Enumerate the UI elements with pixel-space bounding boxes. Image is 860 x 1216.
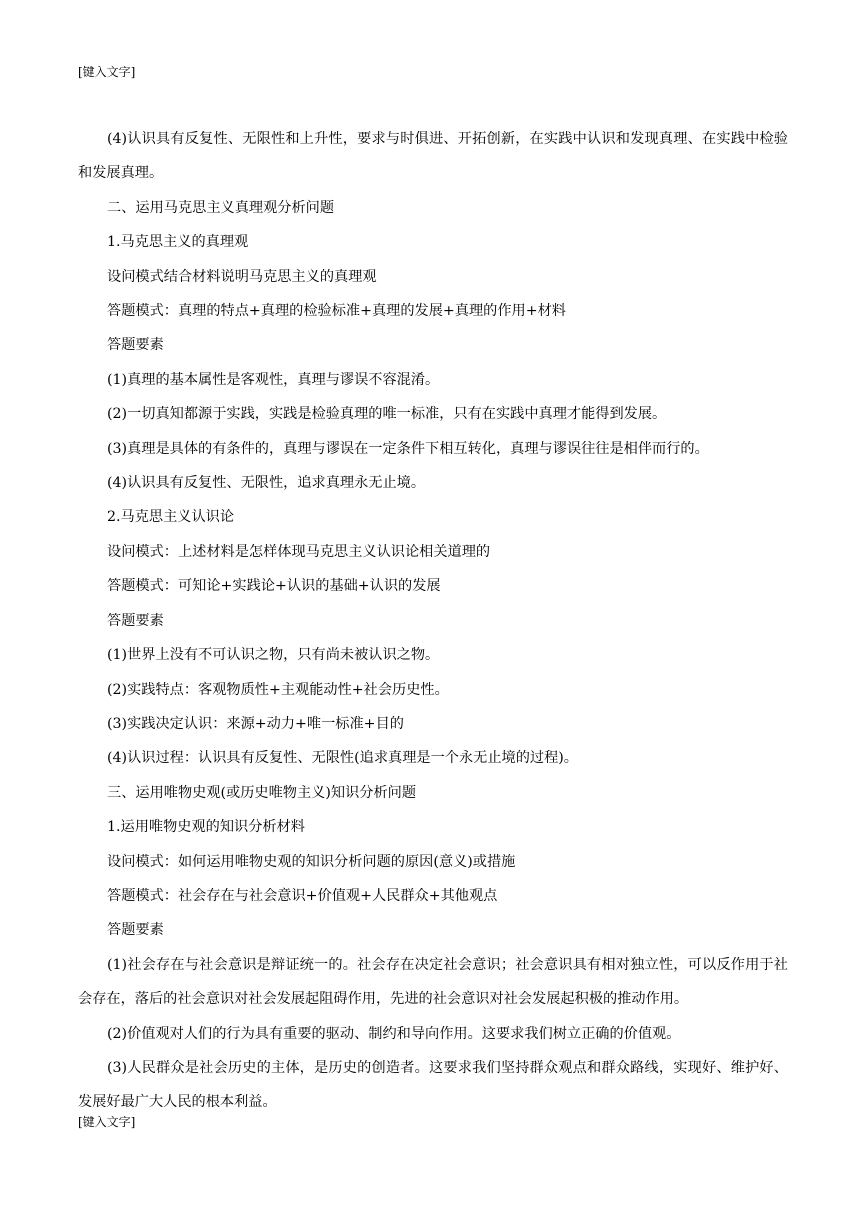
answer-elements-label: 答题要素 xyxy=(107,337,164,354)
answer-elements-label: 答题要素 xyxy=(107,612,164,629)
answer-element: (1)社会存在与社会意识是辩证统一的。社会存在决定社会意识；社会意识具有相对独立性，可以反作用于社会存在，落后的社会意识对社会发展起阻碍作用，先进的社会意识对社会发展起积极的推动作用。 xyxy=(78,956,788,1008)
question-pattern: 设问模式结合材料说明马克思主义的真理观 xyxy=(107,268,377,285)
subheading-marxist-epistemology: 2.马克思主义认识论 xyxy=(107,509,235,526)
answer-element: (3)人民群众是社会历史的主体，是历史的创造者。这要求我们坚持群众观点和群众路线，实现好、维护好、发展好最广大人民的根本利益。 xyxy=(78,1059,788,1111)
page-footer-placeholder: [键入文字] xyxy=(78,1115,136,1129)
question-pattern: 设问模式：上述材料是怎样体现马克思主义认识论相关道理的 xyxy=(107,543,491,560)
answer-element: (4)认识过程：认识具有反复性、无限性(追求真理是一个永无止境的过程)。 xyxy=(107,750,578,767)
paragraph-recognition-upward: (4)认识具有反复性、无限性和上升性，要求与时俱进、开拓创新，在实践中认识和发现真理、在实践中检验和发展真理。 xyxy=(78,131,788,182)
answer-pattern: 答题模式：社会存在与社会意识+价值观+人民群众+其他观点 xyxy=(107,887,498,904)
answer-pattern: 答题模式：真理的特点+真理的检验标准+真理的发展+真理的作用+材料 xyxy=(107,303,566,320)
answer-element: (2)一切真知都源于实践，实践是检验真理的唯一标准，只有在实践中真理才能得到发展。 xyxy=(107,406,667,423)
page-header-placeholder: [键入文字] xyxy=(78,65,136,79)
answer-element: (1)世界上没有不可认识之物，只有尚未被认识之物。 xyxy=(107,647,440,664)
section-heading-truth-view: 二、运用马克思主义真理观分析问题 xyxy=(107,199,335,216)
answer-element: (3)真理是具体的有条件的，真理与谬误在一定条件下相互转化，真理与谬误往往是相伴而行的。 xyxy=(107,440,709,457)
question-pattern: 设问模式：如何运用唯物史观的知识分析问题的原因(意义)或措施 xyxy=(107,853,516,870)
answer-elements-label: 答题要素 xyxy=(107,922,164,939)
answer-element: (2)实践特点：客观物质性+主观能动性+社会历史性。 xyxy=(107,681,449,698)
subheading-apply-historical-materialism: 1.运用唯物史观的知识分析材料 xyxy=(107,819,305,836)
answer-element: (1)真理的基本属性是客观性，真理与谬误不容混淆。 xyxy=(107,371,440,388)
answer-pattern: 答题模式：可知论+实践论+认识的基础+认识的发展 xyxy=(107,578,441,595)
answer-element: (4)认识具有反复性、无限性，追求真理永无止境。 xyxy=(107,475,426,492)
section-heading-historical-materialism: 三、运用唯物史观(或历史唯物主义)知识分析问题 xyxy=(107,784,417,801)
subheading-marxist-truth-view: 1.马克思主义的真理观 xyxy=(107,234,249,251)
answer-element: (3)实践决定认识：来源+动力+唯一标准+目的 xyxy=(107,715,404,732)
answer-element: (2)价值观对人们的行为具有重要的驱动、制约和导向作用。这要求我们树立正确的价值观。 xyxy=(107,1025,681,1042)
document-body xyxy=(78,122,788,1120)
